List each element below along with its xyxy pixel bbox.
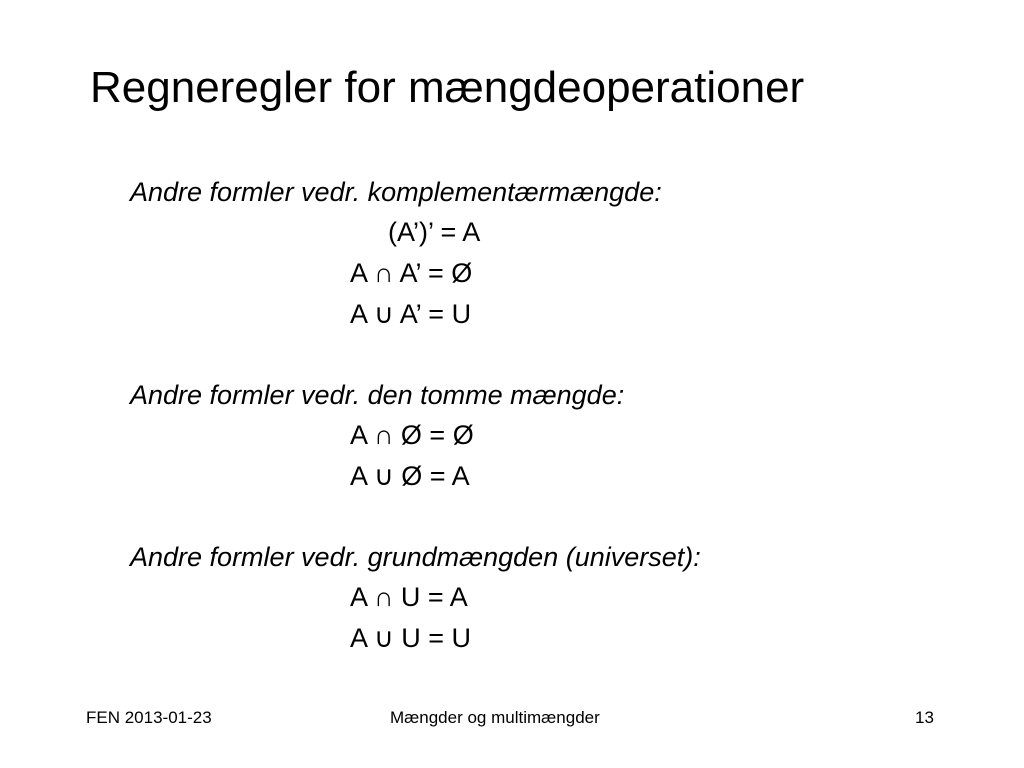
complement-section bbox=[130, 172, 990, 335]
section-heading: Andre formler vedr. den tomme mængde: bbox=[130, 380, 625, 410]
formula-line: A ∩ U = A bbox=[350, 582, 468, 612]
slide-content bbox=[130, 172, 990, 699]
footer-date: FEN 2013-01-23 bbox=[86, 708, 212, 727]
formula-line: A ∪ U = U bbox=[350, 623, 472, 653]
formula-line: (A’)’ = A bbox=[388, 217, 481, 247]
slide-title: Regneregler for mængdeoperationer bbox=[90, 63, 805, 112]
section-heading: Andre formler vedr. grundmængden (universet): bbox=[130, 542, 701, 572]
empty-set-section bbox=[130, 375, 990, 497]
formula-line: A ∪ A’ = U bbox=[350, 299, 472, 329]
universe-section bbox=[130, 537, 990, 659]
slide-number: 13 bbox=[915, 708, 934, 727]
footer-topic: Mængder og multimængder bbox=[390, 708, 600, 727]
formula-line: A ∩ Ø = Ø bbox=[350, 420, 474, 450]
formula-line: A ∩ A’ = Ø bbox=[350, 258, 473, 288]
formula-line: A ∪ Ø = A bbox=[350, 461, 470, 491]
section-heading: Andre formler vedr. komplementærmængde: bbox=[130, 177, 662, 207]
